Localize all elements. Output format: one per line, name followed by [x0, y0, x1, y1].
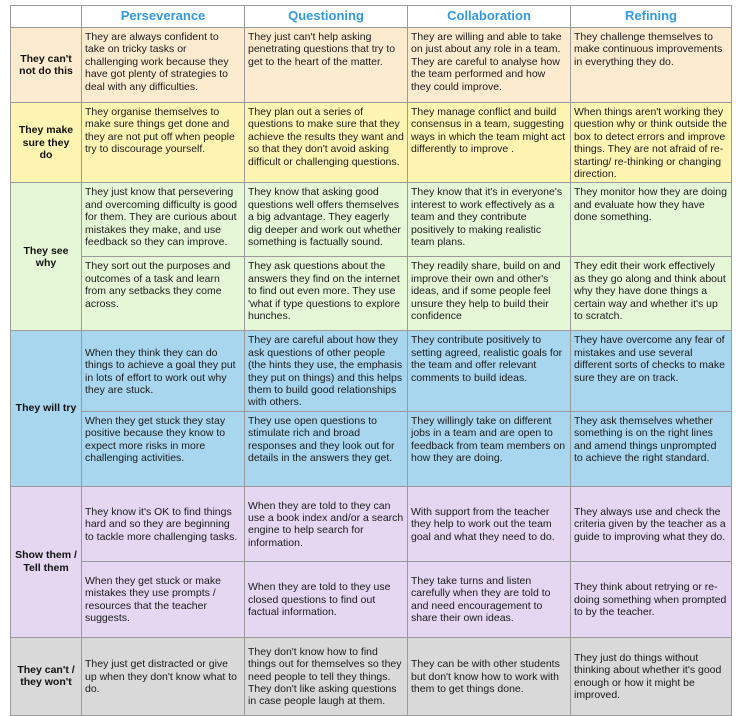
table-row: [11, 561, 732, 637]
cell-perseverance: They just know that persevering and overcoming difficulty is good for them. They are curious about mistakes they make, and use feedback so they can improve.: [82, 183, 245, 257]
table-row: [11, 28, 732, 103]
cell-questioning: They know that asking good questions well offers themselves a big advantage. They eagerly dig deeper and work out whether something is factually sound.: [245, 183, 408, 257]
cell-collaboration: They are willing and able to take on just about any role in a team. They are careful to analyse how the team performed and how they could improve.: [408, 28, 571, 103]
cell-collaboration: They take turns and listen carefully when they are told to and need encouragement to share their own ideas.: [408, 561, 571, 637]
row-header-see-why: They see why: [11, 183, 82, 331]
cell-perseverance: When they get stuck or make mistakes they use prompts / resources that the teacher suggests.: [82, 561, 245, 637]
cell-questioning: When they are told to they use closed questions to find out factual information.: [245, 561, 408, 637]
row-header-make-sure-they-do: They make sure they do: [11, 103, 82, 183]
cell-perseverance: They are always confident to take on tricky tasks or challenging work because they have got plenty of strategies to deal with any difficulties.: [82, 28, 245, 103]
column-header-questioning: Questioning: [245, 6, 408, 28]
cell-refining: They monitor how they are doing and evaluate how they have done something.: [571, 183, 732, 257]
row-header-cant-not-do-this: They can't not do this: [11, 28, 82, 103]
row-header-will-try: They will try: [11, 331, 82, 486]
cell-questioning: They plan out a series of questions to make sure that they achieve the results they want and so that they don't avoid asking difficult or challenging questions.: [245, 103, 408, 183]
table-row: [11, 486, 732, 561]
cell-collaboration: They can be with other students but don't know how to work with them to get things done.: [408, 637, 571, 715]
table-row: [11, 257, 732, 331]
cell-perseverance: They know it's OK to find things hard and so they are beginning to tackle more challenging tasks.: [82, 486, 245, 561]
table-row: [11, 637, 732, 715]
column-header-refining: Refining: [571, 6, 732, 28]
cell-refining: They challenge themselves to make continuous improvements in everything they do.: [571, 28, 732, 103]
cell-refining: When things aren't working they question why or think outside the box to detect errors and improve things. They are not afraid of re-starting/ re-thinking or changing direction.: [571, 103, 732, 183]
rubric-table: [10, 5, 732, 716]
cell-refining: They just do things without thinking about whether it's good enough or how it might be improved.: [571, 637, 732, 715]
cell-collaboration: They willingly take on different jobs in a team and are open to feedback from team members on how they are doing.: [408, 411, 571, 486]
cell-refining: They edit their work effectively as they go along and think about why they have done things a certain way and whether it's up to scratch.: [571, 257, 732, 331]
column-header-perseverance: Perseverance: [82, 6, 245, 28]
row-header-show-tell: Show them / Tell them: [11, 486, 82, 637]
column-header-collaboration: Collaboration: [408, 6, 571, 28]
cell-refining: They have overcome any fear of mistakes and use several different sorts of checks to make sure they are on track.: [571, 331, 732, 411]
cell-collaboration: They readily share, build on and improve their own and other's ideas, and if some people feel unsure they help to build their confidence: [408, 257, 571, 331]
cell-questioning: When they are told to they can use a book index and/or a search engine to help search for information.: [245, 486, 408, 561]
cell-refining: They ask themselves whether something is on the right lines and amend things unprompted to achieve the right standard.: [571, 411, 732, 486]
cell-perseverance: They sort out the purposes and outcomes of a task and learn from any setbacks they come across.: [82, 257, 245, 331]
header-row: [11, 6, 732, 28]
table-row: [11, 331, 732, 411]
cell-collaboration: They know that it's in everyone's interest to work effectively as a team and they contribute positively to making realistic team plans.: [408, 183, 571, 257]
row-header-cant-wont: They can't / they won't: [11, 637, 82, 715]
cell-questioning: They use open questions to stimulate rich and broad responses and they look out for details in the answers they get.: [245, 411, 408, 486]
cell-refining: They think about retrying or re-doing something when prompted to by the teacher.: [571, 561, 732, 637]
cell-perseverance: They organise themselves to make sure things get done and they are not put off when people try to discourage yourself.: [82, 103, 245, 183]
table-row: [11, 411, 732, 486]
cell-perseverance: When they get stuck they stay positive because they know to expect more risks in more challenging activities.: [82, 411, 245, 486]
cell-collaboration: They manage conflict and build consensus in a team, suggesting ways in which the team might act differently to improve .: [408, 103, 571, 183]
corner-cell: [11, 6, 82, 28]
cell-collaboration: They contribute positively to setting agreed, realistic goals for the team and offer relevant comments to build ideas.: [408, 331, 571, 411]
table-row: [11, 183, 732, 257]
cell-questioning: They just can't help asking penetrating questions that try to get to the heart of the matter.: [245, 28, 408, 103]
cell-perseverance: When they think they can do things to achieve a goal they put in lots of effort to work out why they are stuck.: [82, 331, 245, 411]
cell-questioning: They ask questions about the answers they find on the internet to find out even more. They use 'what if type questions to explore hunches.: [245, 257, 408, 331]
cell-perseverance: They just get distracted or give up when they don't know what to do.: [82, 637, 245, 715]
table-row: [11, 103, 732, 183]
cell-questioning: They don't know how to find things out for themselves so they need people to tell they things. They don't like asking questions in case people laugh at them.: [245, 637, 408, 715]
cell-questioning: They are careful about how they ask questions of other people (the hints they use, the emphasis they put on things) and this helps them to build good relationships with others.: [245, 331, 408, 411]
cell-refining: They always use and check the criteria given by the teacher as a guide to improving what they do.: [571, 486, 732, 561]
cell-collaboration: With support from the teacher they help to work out the team goal and what they need to do.: [408, 486, 571, 561]
